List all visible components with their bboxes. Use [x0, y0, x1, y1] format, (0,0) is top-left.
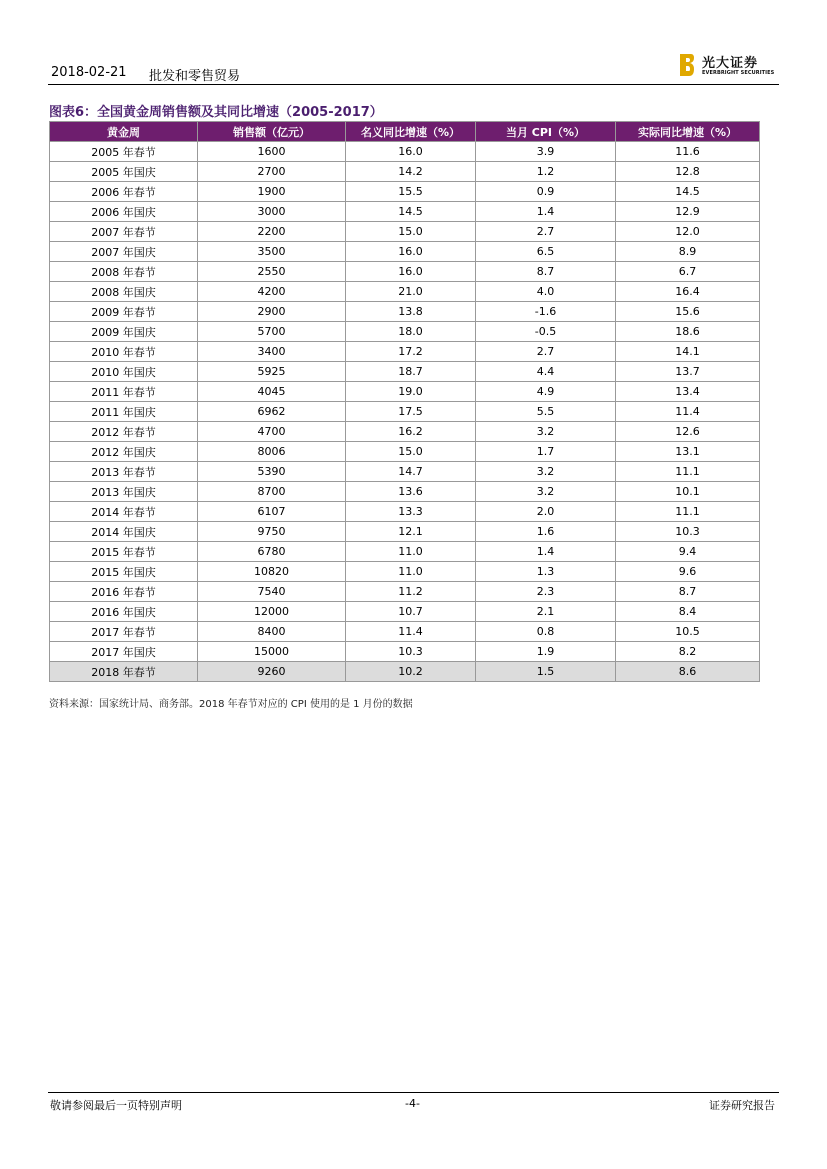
logo-mark-icon: [680, 54, 694, 76]
table-cell: 11.6: [616, 142, 760, 162]
table-row: [50, 482, 760, 502]
table-cell: 15.6: [616, 302, 760, 322]
table-cell: 2017 年国庆: [50, 642, 198, 662]
table-cell: 2007 年国庆: [50, 242, 198, 262]
table-cell: 12.8: [616, 162, 760, 182]
table-row: [50, 182, 760, 202]
table-cell: 9.6: [616, 562, 760, 582]
table-cell: 5700: [198, 322, 346, 342]
column-header: 实际同比增速（%）: [616, 122, 760, 142]
table-row: [50, 622, 760, 642]
table-cell: 3400: [198, 342, 346, 362]
table-cell: -0.5: [476, 322, 616, 342]
table-cell: 4045: [198, 382, 346, 402]
table-cell: 2.7: [476, 342, 616, 362]
table-cell: 4.4: [476, 362, 616, 382]
table-cell: 6.5: [476, 242, 616, 262]
table-cell: 15.0: [346, 222, 476, 242]
table-cell: 3.2: [476, 482, 616, 502]
table-cell: 13.8: [346, 302, 476, 322]
table-cell: 2015 年国庆: [50, 562, 198, 582]
table-cell: 1.7: [476, 442, 616, 462]
table-cell: 1600: [198, 142, 346, 162]
table-cell: 16.0: [346, 142, 476, 162]
table-cell: 3.9: [476, 142, 616, 162]
table-cell: 8.6: [616, 662, 760, 682]
table-cell: 17.2: [346, 342, 476, 362]
table-cell: 2005 年国庆: [50, 162, 198, 182]
table-cell: 8.7: [476, 262, 616, 282]
table-cell: 13.6: [346, 482, 476, 502]
table-cell: 10.5: [616, 622, 760, 642]
table-cell: 1.2: [476, 162, 616, 182]
table-cell: 10.3: [346, 642, 476, 662]
table-cell: 2013 年国庆: [50, 482, 198, 502]
table-cell: 2005 年春节: [50, 142, 198, 162]
table-cell: 11.2: [346, 582, 476, 602]
table-cell: 9260: [198, 662, 346, 682]
table-cell: 8.7: [616, 582, 760, 602]
table-row: [50, 262, 760, 282]
table-row: [50, 502, 760, 522]
table-cell: 6107: [198, 502, 346, 522]
table-cell: 13.4: [616, 382, 760, 402]
table-cell: 5390: [198, 462, 346, 482]
table-cell: 12.1: [346, 522, 476, 542]
table-cell: 2007 年春节: [50, 222, 198, 242]
logo-english-name: EVERBRIGHT SECURITIES: [702, 70, 775, 76]
table-row: [50, 202, 760, 222]
table-cell: 16.4: [616, 282, 760, 302]
table-cell: 10.7: [346, 602, 476, 622]
table-row: [50, 582, 760, 602]
table-cell: 15.0: [346, 442, 476, 462]
table-cell: 11.4: [346, 622, 476, 642]
table-row: [50, 422, 760, 442]
table-cell: 2700: [198, 162, 346, 182]
report-date: 2018-02-21: [51, 65, 127, 80]
table-cell: 2010 年春节: [50, 342, 198, 362]
table-row: [50, 662, 760, 682]
table-cell: 12.6: [616, 422, 760, 442]
table-row: [50, 562, 760, 582]
table-cell: 2008 年国庆: [50, 282, 198, 302]
table-header-row: [50, 122, 760, 142]
table-cell: 8.2: [616, 642, 760, 662]
table-cell: 18.0: [346, 322, 476, 342]
table-row: [50, 322, 760, 342]
table-cell: 2900: [198, 302, 346, 322]
table-cell: 1.4: [476, 202, 616, 222]
company-logo: [680, 52, 776, 80]
table-cell: 2011 年春节: [50, 382, 198, 402]
column-header: 当月 CPI（%）: [476, 122, 616, 142]
table-cell: 13.3: [346, 502, 476, 522]
table-cell: 2550: [198, 262, 346, 282]
report-type: 证券研究报告: [709, 1099, 775, 1112]
table-row: [50, 542, 760, 562]
footer-rule: [48, 1092, 779, 1094]
table-cell: 1900: [198, 182, 346, 202]
table-row: [50, 642, 760, 662]
table-cell: 13.7: [616, 362, 760, 382]
table-cell: 2009 年春节: [50, 302, 198, 322]
table-cell: 11.1: [616, 462, 760, 482]
table-cell: 2012 年春节: [50, 422, 198, 442]
table-cell: 10.3: [616, 522, 760, 542]
table-row: [50, 282, 760, 302]
table-cell: 18.6: [616, 322, 760, 342]
table-cell: 19.0: [346, 382, 476, 402]
table-cell: 2.0: [476, 502, 616, 522]
table-cell: 2013 年春节: [50, 462, 198, 482]
table-cell: 2016 年春节: [50, 582, 198, 602]
table-cell: 5925: [198, 362, 346, 382]
table-cell: 2014 年春节: [50, 502, 198, 522]
table-row: [50, 342, 760, 362]
table-row: [50, 382, 760, 402]
table-cell: 3.2: [476, 462, 616, 482]
table-cell: 4700: [198, 422, 346, 442]
table-cell: 15000: [198, 642, 346, 662]
table-cell: 10.2: [346, 662, 476, 682]
table-cell: 2009 年国庆: [50, 322, 198, 342]
table-cell: 11.0: [346, 542, 476, 562]
table-cell: 14.1: [616, 342, 760, 362]
table-row: [50, 142, 760, 162]
sales-table: [49, 121, 760, 682]
table-cell: 8.9: [616, 242, 760, 262]
table-cell: 8006: [198, 442, 346, 462]
table-cell: 1.3: [476, 562, 616, 582]
table-cell: 7540: [198, 582, 346, 602]
table-cell: 6962: [198, 402, 346, 422]
table-cell: 2012 年国庆: [50, 442, 198, 462]
table-cell: 16.0: [346, 262, 476, 282]
table-cell: 14.5: [346, 202, 476, 222]
table-cell: 2011 年国庆: [50, 402, 198, 422]
table-cell: 18.7: [346, 362, 476, 382]
table-cell: 2.7: [476, 222, 616, 242]
table-cell: 8.4: [616, 602, 760, 622]
disclaimer-note: 敬请参阅最后一页特别声明: [50, 1099, 182, 1112]
table-cell: 11.4: [616, 402, 760, 422]
table-cell: -1.6: [476, 302, 616, 322]
table-cell: 9750: [198, 522, 346, 542]
table-cell: 13.1: [616, 442, 760, 462]
table-cell: 2006 年国庆: [50, 202, 198, 222]
table-row: [50, 522, 760, 542]
table-cell: 2015 年春节: [50, 542, 198, 562]
table-cell: 15.5: [346, 182, 476, 202]
table-cell: 12.9: [616, 202, 760, 222]
table-cell: 0.9: [476, 182, 616, 202]
table-cell: 16.0: [346, 242, 476, 262]
table-cell: 10820: [198, 562, 346, 582]
column-header: 销售额（亿元）: [198, 122, 346, 142]
table-cell: 1.9: [476, 642, 616, 662]
table-cell: 2.1: [476, 602, 616, 622]
table-cell: 4.9: [476, 382, 616, 402]
table-cell: 2008 年春节: [50, 262, 198, 282]
table-cell: 2018 年春节: [50, 662, 198, 682]
table-cell: 14.2: [346, 162, 476, 182]
table-cell: 2010 年国庆: [50, 362, 198, 382]
page-header: [48, 56, 779, 85]
table-cell: 14.7: [346, 462, 476, 482]
table-row: [50, 162, 760, 182]
table-cell: 2.3: [476, 582, 616, 602]
table-cell: 3500: [198, 242, 346, 262]
table-cell: 1.6: [476, 522, 616, 542]
source-note: 资料来源：国家统计局、商务部。2018 年春节对应的 CPI 使用的是 1 月份的数据: [49, 699, 413, 710]
table-row: [50, 362, 760, 382]
table-cell: 10.1: [616, 482, 760, 502]
table-cell: 2014 年国庆: [50, 522, 198, 542]
table-cell: 1.5: [476, 662, 616, 682]
table-cell: 3.2: [476, 422, 616, 442]
table-cell: 2017 年春节: [50, 622, 198, 642]
table-cell: 1.4: [476, 542, 616, 562]
report-sector: 批发和零售贸易: [149, 69, 241, 84]
table-row: [50, 222, 760, 242]
table-cell: 0.8: [476, 622, 616, 642]
table-cell: 4200: [198, 282, 346, 302]
table-cell: 5.5: [476, 402, 616, 422]
page-number: -4-: [405, 1097, 420, 1110]
table-cell: 21.0: [346, 282, 476, 302]
table-cell: 3000: [198, 202, 346, 222]
table-row: [50, 242, 760, 262]
column-header: 名义同比增速（%）: [346, 122, 476, 142]
table-cell: 9.4: [616, 542, 760, 562]
table-row: [50, 442, 760, 462]
table-cell: 12000: [198, 602, 346, 622]
table-cell: 11.0: [346, 562, 476, 582]
table-cell: 8700: [198, 482, 346, 502]
table-body: [50, 142, 760, 682]
table-row: [50, 402, 760, 422]
table-row: [50, 462, 760, 482]
table-cell: 8400: [198, 622, 346, 642]
table-cell: 2016 年国庆: [50, 602, 198, 622]
table-cell: 4.0: [476, 282, 616, 302]
column-header: 黄金周: [50, 122, 198, 142]
table-cell: 12.0: [616, 222, 760, 242]
table-cell: 2200: [198, 222, 346, 242]
table-cell: 11.1: [616, 502, 760, 522]
logo-chinese-name: 光大证券: [702, 56, 759, 71]
table-row: [50, 302, 760, 322]
table-cell: 6780: [198, 542, 346, 562]
table-cell: 17.5: [346, 402, 476, 422]
table-cell: 2006 年春节: [50, 182, 198, 202]
table-cell: 6.7: [616, 262, 760, 282]
table-cell: 14.5: [616, 182, 760, 202]
figure-title: 图表6：全国黄金周销售额及其同比增速（2005-2017）: [49, 105, 383, 120]
table-row: [50, 602, 760, 622]
table-cell: 16.2: [346, 422, 476, 442]
